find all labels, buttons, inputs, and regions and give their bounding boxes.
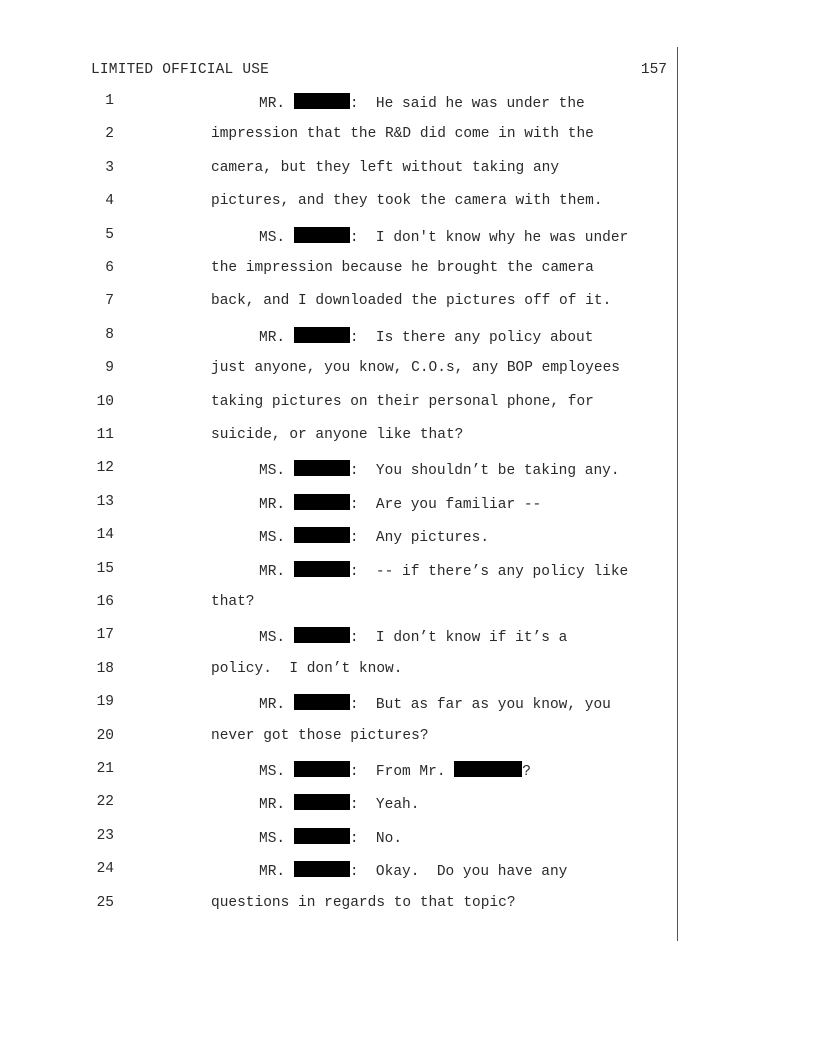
transcript-line xyxy=(0,360,816,384)
line-number: 24 xyxy=(96,861,114,878)
line-body: suicide, or anyone like that? xyxy=(211,427,464,443)
line-body: He said he was under the xyxy=(358,96,585,112)
speaker-title: MR. xyxy=(259,563,294,580)
line-text xyxy=(211,728,429,744)
line-number: 18 xyxy=(96,660,114,677)
line-body: Okay. Do you have any xyxy=(358,864,568,881)
line-number: 14 xyxy=(96,527,114,544)
transcript-line xyxy=(0,661,816,685)
line-number: 1 xyxy=(105,93,114,109)
line-number: 21 xyxy=(96,761,114,777)
line-body: policy. I don’t know. xyxy=(211,660,403,677)
redacted-name-block xyxy=(294,527,350,543)
speaker-title: MS. xyxy=(259,630,294,647)
speaker-colon: : xyxy=(349,496,359,513)
line-number: 2 xyxy=(105,126,114,143)
line-number: 17 xyxy=(96,627,114,644)
line-tail: ? xyxy=(522,764,531,780)
redacted-name-block xyxy=(294,627,350,643)
speaker-colon: : xyxy=(349,329,359,346)
line-body: You shouldn’t be taking any. xyxy=(358,463,620,480)
line-body: impression that the R&D did come in with the xyxy=(211,126,594,143)
speaker-line xyxy=(259,794,419,813)
line-text xyxy=(211,360,620,376)
speaker-title: MR. xyxy=(259,496,294,513)
line-body: From Mr. xyxy=(358,764,455,780)
line-text xyxy=(211,126,594,142)
line-number: 10 xyxy=(96,393,114,410)
line-number: 7 xyxy=(105,293,114,310)
transcript-line xyxy=(0,728,816,752)
speaker-line xyxy=(259,327,593,346)
line-number: 19 xyxy=(96,694,114,711)
speaker-title: MS. xyxy=(259,830,294,847)
transcript-line xyxy=(0,193,816,217)
transcript-line xyxy=(0,260,816,284)
transcript-line xyxy=(0,828,816,852)
line-body: back, and I downloaded the pictures off of it. xyxy=(211,293,612,310)
speaker-line xyxy=(259,694,611,713)
line-number: 22 xyxy=(96,794,114,811)
line-body: questions in regards to that topic? xyxy=(211,894,516,911)
line-body: Any pictures. xyxy=(358,530,490,547)
speaker-line xyxy=(259,627,567,646)
transcript-line xyxy=(0,227,816,251)
speaker-title: MS. xyxy=(259,530,294,547)
transcript-line xyxy=(0,394,816,418)
transcript-line xyxy=(0,527,816,551)
speaker-title: MS. xyxy=(259,463,294,480)
line-body: -- if there’s any policy like xyxy=(358,563,629,580)
speaker-line xyxy=(259,761,531,780)
line-body: No. xyxy=(358,830,403,847)
line-body: Is there any policy about xyxy=(358,329,594,346)
line-number: 13 xyxy=(96,493,114,510)
redacted-name-block xyxy=(294,494,350,510)
redacted-name-block xyxy=(294,561,350,577)
line-number: 4 xyxy=(105,193,114,210)
line-body: But as far as you know, you xyxy=(358,697,611,714)
line-body: camera, but they left without taking any xyxy=(211,159,560,176)
line-body: just anyone, you know, C.O.s, any BOP employees xyxy=(211,360,620,377)
transcript-line xyxy=(0,561,816,585)
redacted-name-block xyxy=(294,794,350,810)
line-body: Yeah. xyxy=(358,797,420,814)
line-body: the impression because he brought the camera xyxy=(211,260,594,276)
speaker-line xyxy=(259,828,402,847)
transcript-line xyxy=(0,761,816,785)
line-text xyxy=(211,594,255,610)
speaker-line xyxy=(259,861,567,880)
line-text xyxy=(211,193,603,209)
transcript-line xyxy=(0,594,816,618)
transcript-line xyxy=(0,895,816,919)
speaker-colon: : xyxy=(349,697,359,714)
page-number: 157 xyxy=(640,62,667,78)
speaker-line xyxy=(259,227,628,246)
speaker-colon: : xyxy=(349,96,359,112)
line-body: I don’t know if it’s a xyxy=(358,630,568,647)
line-number: 3 xyxy=(105,159,114,176)
line-number: 23 xyxy=(96,827,114,844)
redacted-name-block xyxy=(294,861,350,877)
redacted-name-block xyxy=(454,761,522,777)
speaker-title: MR. xyxy=(259,329,294,346)
line-number: 16 xyxy=(96,594,114,610)
line-body: that? xyxy=(211,594,255,610)
speaker-title: MR. xyxy=(259,96,294,112)
line-text xyxy=(211,661,402,677)
line-number: 15 xyxy=(96,560,114,577)
line-body: Are you familiar -- xyxy=(358,496,542,513)
line-number: 25 xyxy=(96,894,114,911)
line-number: 9 xyxy=(105,360,114,377)
redacted-name-block xyxy=(294,93,350,109)
transcript-line xyxy=(0,293,816,317)
redacted-name-block xyxy=(294,694,350,710)
speaker-colon: : xyxy=(349,830,359,847)
transcript-line xyxy=(0,794,816,818)
redacted-name-block xyxy=(294,761,350,777)
line-text xyxy=(211,293,611,309)
line-text xyxy=(211,260,594,276)
speaker-title: MS. xyxy=(259,764,294,780)
speaker-line xyxy=(259,494,541,513)
speaker-colon: : xyxy=(349,630,359,647)
transcript-line xyxy=(0,861,816,885)
line-number: 12 xyxy=(96,460,114,477)
transcript-line xyxy=(0,627,816,651)
speaker-colon: : xyxy=(349,530,359,547)
line-number: 8 xyxy=(105,326,114,343)
line-text xyxy=(211,895,516,911)
redacted-name-block xyxy=(294,828,350,844)
redacted-name-block xyxy=(294,327,350,343)
speaker-title: MR. xyxy=(259,797,294,814)
transcript-line xyxy=(0,93,816,117)
transcript-line xyxy=(0,694,816,718)
speaker-colon: : xyxy=(349,797,359,814)
line-body: pictures, and they took the camera with them. xyxy=(211,193,603,210)
transcript-line xyxy=(0,494,816,518)
speaker-line xyxy=(259,527,489,546)
transcript-line xyxy=(0,126,816,150)
speaker-colon: : xyxy=(349,463,359,480)
transcript-line xyxy=(0,160,816,184)
speaker-colon: : xyxy=(349,229,359,246)
classification-header: LIMITED OFFICIAL USE xyxy=(91,62,270,78)
redacted-name-block xyxy=(294,460,350,476)
line-text xyxy=(211,160,559,176)
speaker-colon: : xyxy=(349,764,359,780)
transcript-line xyxy=(0,460,816,484)
speaker-title: MS. xyxy=(259,229,294,246)
speaker-line xyxy=(259,93,585,112)
speaker-colon: : xyxy=(349,563,359,580)
line-number: 20 xyxy=(96,727,114,744)
transcript-line xyxy=(0,327,816,351)
line-number: 11 xyxy=(96,427,114,443)
line-text xyxy=(211,394,594,410)
speaker-colon: : xyxy=(349,864,359,881)
speaker-title: MR. xyxy=(259,697,294,714)
transcript-line xyxy=(0,427,816,451)
line-text xyxy=(211,427,463,443)
line-number: 5 xyxy=(105,226,114,243)
line-body: taking pictures on their personal phone, for xyxy=(211,393,594,410)
line-body: I don't know why he was under xyxy=(358,229,629,246)
speaker-title: MR. xyxy=(259,864,294,881)
line-body: never got those pictures? xyxy=(211,727,429,744)
redacted-name-block xyxy=(294,227,350,243)
speaker-line xyxy=(259,460,620,479)
speaker-line xyxy=(259,561,628,580)
line-number: 6 xyxy=(105,260,114,276)
